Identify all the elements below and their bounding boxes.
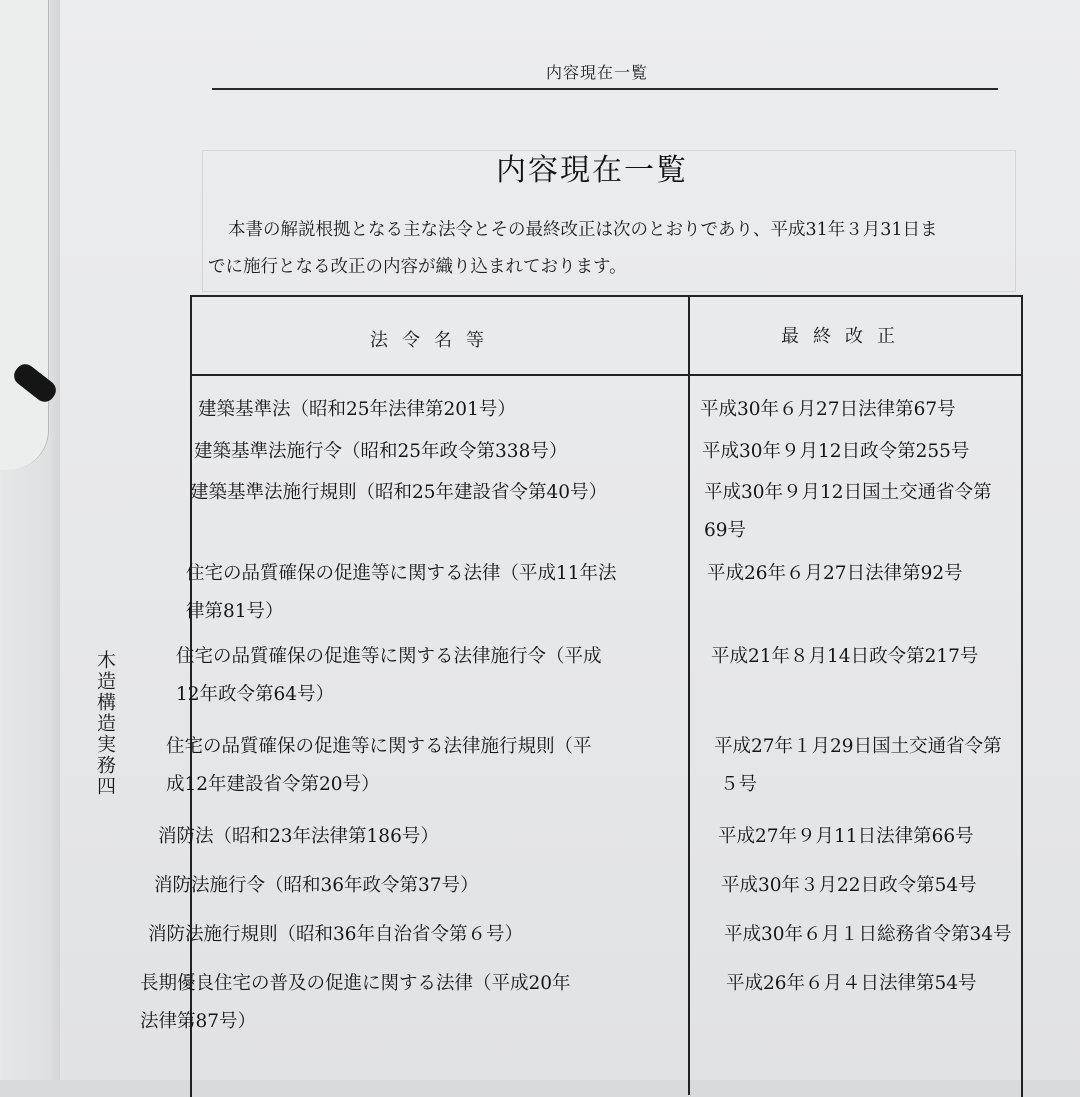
table-row-revision (700, 391, 956, 429)
law-name-line-2: 成12年建設省令第20号） (166, 774, 380, 795)
table-row-revision (726, 965, 977, 1003)
spine-label: 木造構造実務四 (94, 650, 116, 797)
table-header-divider (190, 374, 1021, 376)
table-row-revision (707, 555, 963, 593)
intro-line-1: 本書の解説根拠となる主な法令とその最終改正は次のとおりであり、平成31年３月31日ま (228, 220, 938, 240)
table-row-law (186, 555, 617, 631)
header-final-revision: 最終改正 (781, 326, 909, 347)
intro-paragraph (208, 212, 1028, 286)
table-row-law (166, 728, 592, 804)
law-name-line-1: 長期優良住宅の普及の促進に関する法律（平成20年 (140, 973, 571, 994)
table-row-revision (714, 728, 1002, 804)
table-column-divider (688, 295, 690, 1095)
table-row-law (194, 433, 567, 471)
law-name: 消防法（昭和23年法律第186号） (158, 826, 439, 847)
revision-date: 平成21年８月14日政令第217号 (711, 646, 979, 667)
revision-date: 平成27年９月11日法律第66号 (718, 826, 974, 847)
law-name: 建築基準法施行令（昭和25年政令第338号） (194, 441, 568, 462)
table-row-revision (721, 867, 977, 905)
intro-line-2: でに施行となる改正の内容が織り込まれております。 (208, 257, 627, 277)
revision-date: 平成30年６月１日総務省令第34号 (724, 924, 1012, 945)
law-name: 建築基準法（昭和25年法律第201号） (198, 399, 516, 420)
law-name-line-2: 法律第87号） (140, 1011, 257, 1032)
table-row-law (148, 916, 523, 954)
table-row-revision (704, 474, 992, 550)
law-name-line-1: 住宅の品質確保の促進等に関する法律（平成11年法 (186, 563, 617, 584)
revision-date-line-1: 平成27年１月29日国土交通省令第 (714, 736, 1002, 757)
table-row-revision (711, 638, 978, 676)
revision-date-line-1: 平成30年９月12日国土交通省令第 (704, 482, 992, 503)
header-rule (212, 88, 998, 90)
table-row-law (158, 818, 439, 856)
table-row-law (198, 391, 516, 429)
law-name-line-2: 律第81号） (186, 601, 284, 622)
table-row-law (176, 638, 602, 714)
table-row-law (140, 965, 571, 1041)
table-row-revision (724, 916, 1012, 954)
page-title: 内容現在一覧 (496, 153, 688, 188)
law-name: 建築基準法施行規則（昭和25年建設省令第40号） (190, 482, 608, 503)
table-row-revision (702, 433, 969, 471)
law-name-line-1: 住宅の品質確保の促進等に関する法律施行規則（平 (166, 736, 592, 757)
table-row-revision (718, 818, 974, 856)
law-name: 消防法施行規則（昭和36年自治省令第６号） (148, 924, 524, 945)
revision-date: 平成26年６月27日法律第92号 (707, 563, 963, 584)
revision-date: 平成30年３月22日政令第54号 (721, 875, 977, 896)
table-row-law (154, 867, 479, 905)
revision-date-line-2: ５号 (720, 774, 758, 795)
revision-date: 平成26年６月４日法律第54号 (726, 973, 977, 994)
revision-date: 平成30年６月27日法律第67号 (700, 399, 956, 420)
law-name: 消防法施行令（昭和36年政令第37号） (154, 875, 479, 896)
revision-date-line-2: 69号 (704, 520, 747, 541)
revision-date: 平成30年９月12日政令第255号 (702, 441, 970, 462)
law-name-line-2: 12年政令第64号） (176, 684, 335, 705)
law-name-line-1: 住宅の品質確保の促進等に関する法律施行令（平成 (176, 646, 602, 667)
table-row-law (190, 474, 607, 512)
running-header: 内容現在一覧 (546, 63, 649, 82)
header-law-names: 法令名等 (370, 330, 498, 351)
